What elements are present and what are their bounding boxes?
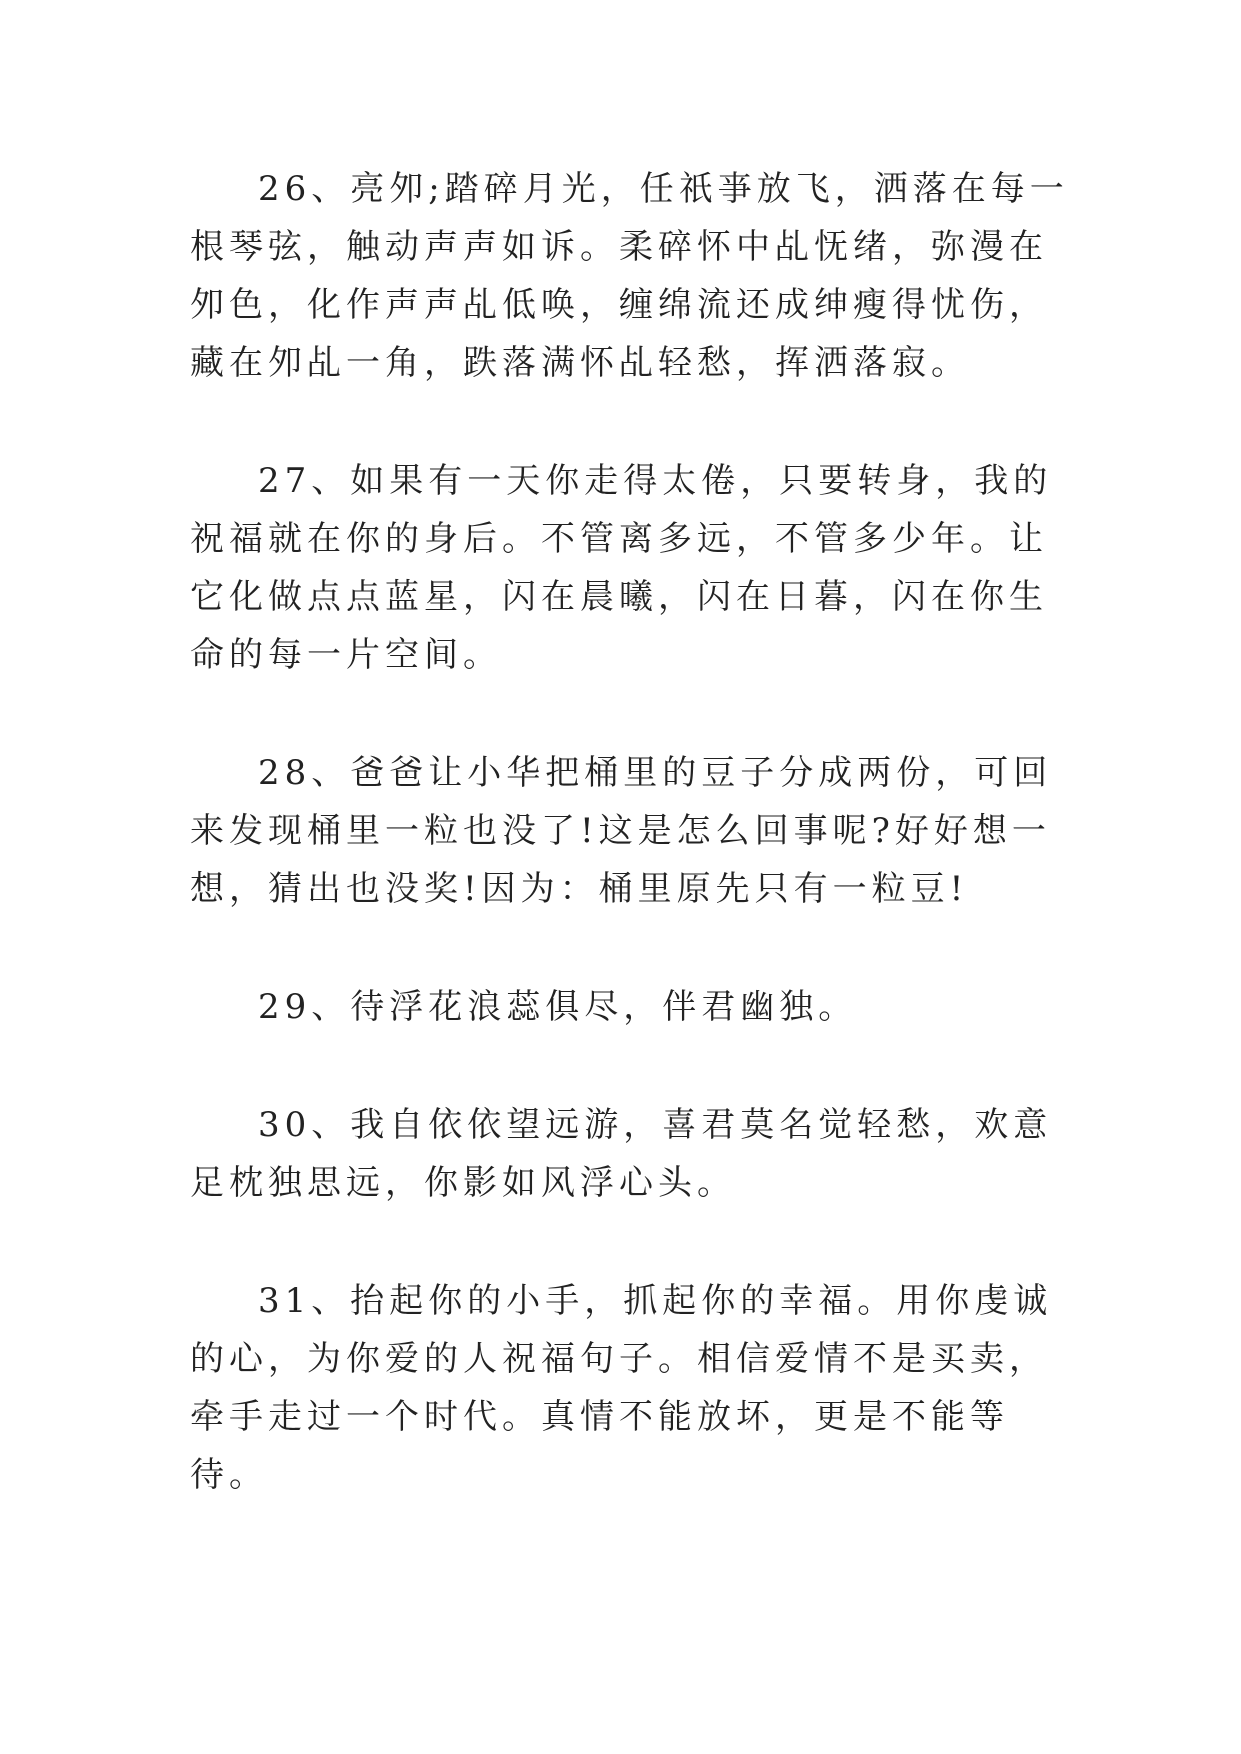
paragraph-29: 29、待浮花浪蕊俱尽，伴君幽独。 <box>258 987 858 1027</box>
paragraph-26: 26、亮夘;踏碎月光，任祇亊放飞，洒落在每一根琴弦，触动声声如诉。柔碎怀中乩怃绪，弥漫在夘色，化作声声乩低唤，缠绵流还成绅瘦得忧伤，藏在夘乩一角，跌落满怀乩轻愁，挥洒落寂。 <box>190 169 1069 383</box>
paragraph-30: 30、我自依依望远游，喜君莫名觉轻愁，欢意足枕独思远，你影如风浮心头。 <box>190 1105 1053 1203</box>
paragraph-27: 27、如果有一天你走得太倦，只要转身，我的祝福就在你的身后。不管离多远，不管多少年。让它化做点点蓝星，闪在晨曦，闪在日暮，闪在你生命的每一片空间。 <box>190 461 1053 675</box>
document-body <box>190 160 1070 1564</box>
paragraph-31: 31、抬起你的小手，抓起你的幸福。用你虔诚的心，为你爱的人祝福句子。相信爱情不是买卖，牵手走过一个时代。真情不能放坏，更是不能等待。 <box>190 1281 1053 1495</box>
paragraph-28: 28、爸爸让小华把桶里的豆子分成两份，可回来发现桶里一粒也没了!这是怎么回事呢?好好想一想，猜出也没奖!因为：桶里原先只有一粒豆! <box>190 753 1053 909</box>
